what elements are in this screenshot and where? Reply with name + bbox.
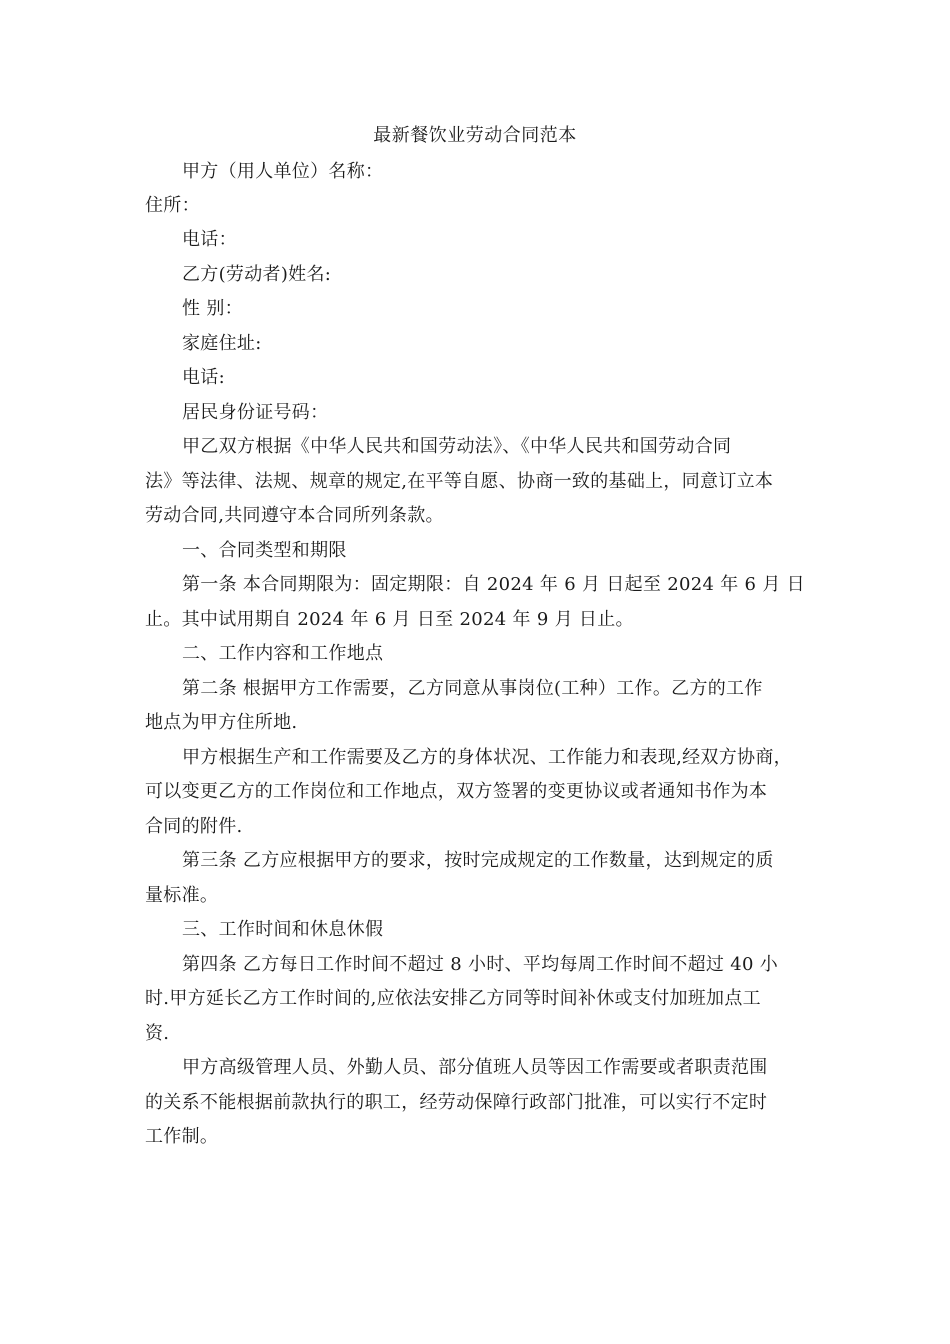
preamble-line-1: 甲乙双方根据《中华人民共和国劳动法》、《中华人民共和国劳动合同 xyxy=(182,436,732,457)
party-b-name-line: 乙方(劳动者)姓名: xyxy=(182,264,332,285)
party-b-phone-line: 电话: xyxy=(182,367,225,388)
section-heading-3: 三、工作时间和休息休假 xyxy=(182,919,384,940)
document-title: 最新餐饮业劳动合同范本 xyxy=(373,125,577,146)
section-heading-2: 二、工作内容和工作地点 xyxy=(182,643,384,664)
article-1-line-1: 第一条 本合同期限为：固定期限：自 2024 年 6 月 日起至 2024 年 6 月 日 xyxy=(182,574,805,595)
article-4-line-1: 第四条 乙方每日工作时间不超过 8 小时、平均每周工作时间不超过 40 小 xyxy=(182,954,779,975)
article-4-para-2-line-1: 甲方高级管理人员、外勤人员、部分值班人员等因工作需要或者职责范围 xyxy=(182,1057,768,1078)
preamble-line-3: 劳动合同,共同遵守本合同所列条款。 xyxy=(145,505,444,526)
party-a-name-line: 甲方（用人单位）名称： xyxy=(182,161,384,182)
article-2-line-2: 地点为甲方住所地. xyxy=(145,712,298,733)
section-heading-1: 一、合同类型和期限 xyxy=(182,540,347,561)
article-3-line-2: 量标准。 xyxy=(145,885,219,906)
preamble-line-2: 法》等法律、法规、规章的规定,在平等自愿、协商一致的基础上，同意订立本 xyxy=(145,471,774,492)
article-3-line-1: 第三条 乙方应根据甲方的要求，按时完成规定的工作数量，达到规定的质 xyxy=(182,850,774,871)
party-a-address-line: 住所： xyxy=(145,195,200,216)
article-2-line-1: 第二条 根据甲方工作需要，乙方同意从事岗位(工种）工作。乙方的工作 xyxy=(182,678,763,699)
article-2-para-2-line-3: 合同的附件. xyxy=(145,816,243,837)
party-b-id-number-line: 居民身份证号码： xyxy=(182,402,329,423)
article-2-para-2-line-2: 可以变更乙方的工作岗位和工作地点，双方签署的变更协议或者通知书作为本 xyxy=(145,781,768,802)
article-4-line-3: 资. xyxy=(145,1023,170,1044)
article-2-para-2-line-1: 甲方根据生产和工作需要及乙方的身体状况、工作能力和表现,经双方协商， xyxy=(182,747,792,768)
article-4-para-2-line-3: 工作制。 xyxy=(145,1126,219,1147)
party-a-phone-line: 电话： xyxy=(182,229,237,250)
article-1-line-2: 止。其中试用期自 2024 年 6 月 日至 2024 年 9 月 日止。 xyxy=(145,609,634,630)
party-b-gender-line: 性 别： xyxy=(182,298,243,319)
article-4-line-2: 时.甲方延长乙方工作时间的,应依法安排乙方同等时间补休或支付加班加点工 xyxy=(145,988,761,1009)
party-b-home-address-line: 家庭住址: xyxy=(182,333,262,354)
article-4-para-2-line-2: 的关系不能根据前款执行的职工，经劳动保障行政部门批准，可以实行不定时 xyxy=(145,1092,768,1113)
